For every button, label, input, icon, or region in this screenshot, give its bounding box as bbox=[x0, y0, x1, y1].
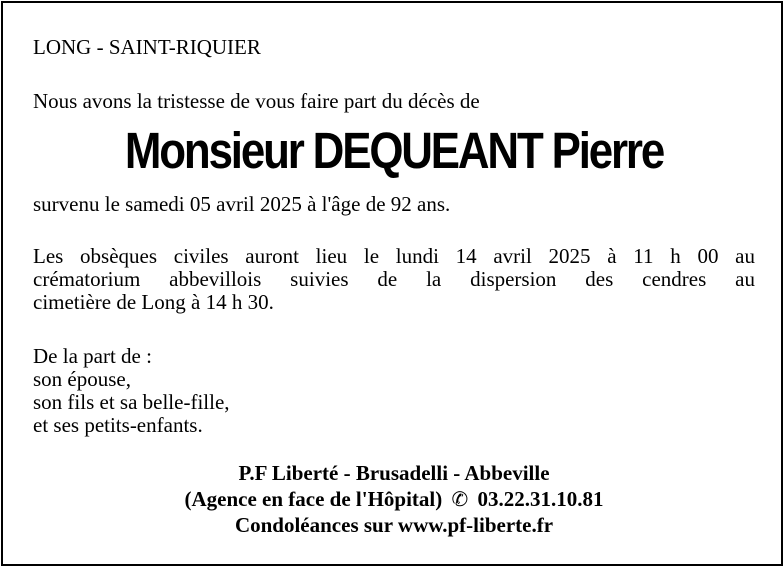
condolences-line: Condoléances sur www.pf-liberte.fr bbox=[234, 513, 554, 537]
telephone-icon: ✆ bbox=[451, 489, 469, 511]
intro-text: Nous avons la tristesse de vous faire part du décès de bbox=[33, 89, 480, 113]
ceremony-line: Les obsèques civiles auront lieu le lundi 14 avril 2025 à 11 h 00 au bbox=[33, 244, 755, 268]
phone-number: 03.22.31.10.81 bbox=[477, 487, 604, 511]
notice-content bbox=[33, 3, 755, 564]
location-heading: LONG - SAINT-RIQUIER bbox=[33, 35, 261, 59]
family-member: son fils et sa belle-fille, bbox=[33, 390, 230, 414]
family-member: et ses petits-enfants. bbox=[33, 413, 203, 437]
agency-note: (Agence en face de l'Hôpital) bbox=[184, 487, 443, 511]
ceremony-line: crématorium abbevillois suivies de la dispersion des cendres au bbox=[33, 267, 755, 291]
obituary-notice bbox=[1, 1, 783, 566]
family-section bbox=[33, 345, 755, 437]
ceremony-line: cimetière de Long à 14 h 30. bbox=[33, 290, 274, 314]
funeral-home-name: P.F Liberté - Brusadelli - Abbeville bbox=[238, 461, 550, 485]
ceremony-paragraph bbox=[33, 245, 755, 314]
family-heading: De la part de : bbox=[33, 344, 152, 368]
family-member: son épouse, bbox=[33, 367, 131, 391]
deceased-name: Monsieur DEQUEANT Pierre bbox=[124, 122, 664, 179]
agency-contact-line bbox=[33, 486, 755, 512]
death-info: survenu le samedi 05 avril 2025 à l'âge de 92 ans. bbox=[33, 192, 451, 216]
funeral-home-footer bbox=[33, 460, 755, 538]
